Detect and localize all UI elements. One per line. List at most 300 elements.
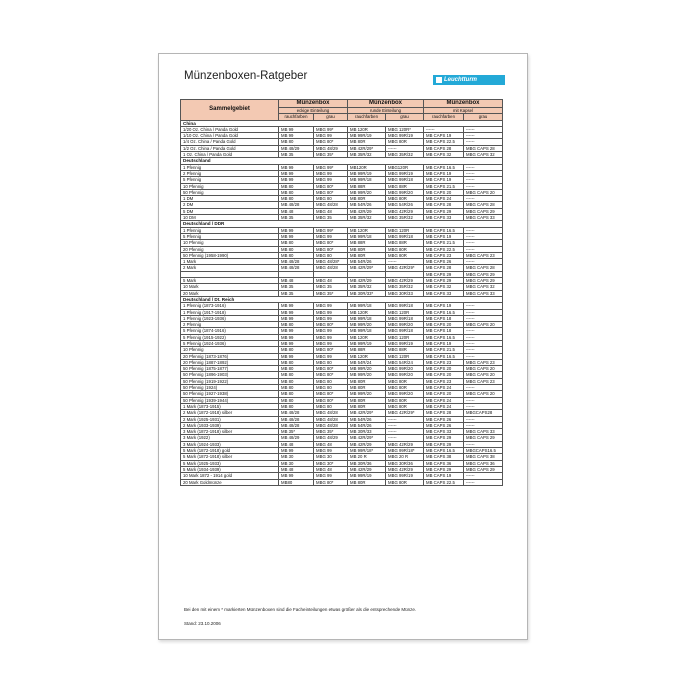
- box-cell: MBG 42R/29: [386, 208, 424, 214]
- box-cell: MBG 48/28: [314, 422, 348, 428]
- box-cell: MB 99R/19: [348, 340, 386, 346]
- box-cell: MBG CAPS 28: [464, 265, 503, 271]
- box-cell: MB 80: [279, 397, 314, 403]
- box-cell: MB 35*: [279, 429, 314, 435]
- box-cell: MBG 35: [314, 284, 348, 290]
- box-cell: MBG 99*: [314, 164, 348, 170]
- coin-name-cell: 1/2 Oz. China / Panda Gold: [181, 145, 279, 151]
- box-cell: ------: [464, 441, 503, 447]
- coin-name-cell: 1 Mark: [181, 259, 279, 265]
- box-cell: ------: [464, 246, 503, 252]
- coin-name-cell: 2 DM: [181, 202, 279, 208]
- box-cell: MB 80: [279, 183, 314, 189]
- coin-name-cell: 50 Pfennig (1939-1944): [181, 397, 279, 403]
- box-cell: MBG CAPS 29: [464, 435, 503, 441]
- box-cell: MBG 99: [314, 233, 348, 239]
- box-cell: MB 80: [279, 385, 314, 391]
- box-cell: MB 80: [279, 391, 314, 397]
- box-cell: MB 48/29: [279, 145, 314, 151]
- header-sammelgebiet: Sammelgebiet: [181, 100, 279, 121]
- coin-name-cell: 20 Mark: [181, 290, 279, 296]
- box-cell: MB 30: [279, 460, 314, 466]
- box-cell: MBGCAPS28: [464, 410, 503, 416]
- coin-name-cell: 5 Mark (1872-1918) gold: [181, 448, 279, 454]
- box-cell: MB 99: [279, 233, 314, 239]
- coin-name-cell: 2 Pfennig: [181, 170, 279, 176]
- box-cell: MBG 48/28: [314, 265, 348, 271]
- coin-name-cell: 1 Oz. China / Panda Gold: [181, 152, 279, 158]
- box-cell: MBG 99R/18: [386, 233, 424, 239]
- box-cell: MB 99: [279, 448, 314, 454]
- header-box-kapsel: Münzenbox: [424, 100, 503, 108]
- box-cell: MBG 80*: [314, 240, 348, 246]
- box-cell: MB CAPS 32: [424, 152, 464, 158]
- box-cell: MB 35R/32: [348, 152, 386, 158]
- box-cell: MB 80R: [348, 378, 386, 384]
- coin-name-cell: 1 Pfennig: [181, 227, 279, 233]
- box-cell: MB 35: [279, 284, 314, 290]
- box-cell: MB CAPS 16.5: [424, 353, 464, 359]
- box-cell: MB 54R/26: [348, 416, 386, 422]
- box-cell: ------: [464, 227, 503, 233]
- coin-name-cell: 5 Pfennig (1915-1922): [181, 334, 279, 340]
- box-cell: MBG 35*: [314, 152, 348, 158]
- box-cell: MBG 48: [314, 278, 348, 284]
- box-cell: MBG 99*: [314, 227, 348, 233]
- box-cell: MB CAPS 21.5: [424, 183, 464, 189]
- box-cell: MBG 80: [314, 385, 348, 391]
- box-cell: MB 80R: [348, 246, 386, 252]
- box-cell: MB 35R/32: [348, 284, 386, 290]
- box-cell: MBG 80*: [314, 183, 348, 189]
- box-cell: ------: [464, 340, 503, 346]
- box-cell: MB CAPS 16.5: [424, 334, 464, 340]
- box-cell: MBG CAPS 23: [464, 378, 503, 384]
- box-cell: MB CAPS 33: [424, 215, 464, 221]
- box-cell: MBG CAPS 20: [464, 322, 503, 328]
- box-cell: ------: [464, 385, 503, 391]
- section-title: China: [181, 120, 503, 126]
- box-cell: MBG CAPS 33: [464, 215, 503, 221]
- box-cell: ------: [386, 422, 424, 428]
- box-cell: MB 48/28: [279, 259, 314, 265]
- box-cell: MB CAPS 20: [424, 322, 464, 328]
- header-box-rund: Münzenbox: [348, 100, 424, 108]
- box-cell: MB CAPS 32: [424, 284, 464, 290]
- box-cell: MB 80: [279, 359, 314, 365]
- box-cell: MBG 35*: [314, 429, 348, 435]
- box-cell: MB CAPS 26: [424, 416, 464, 422]
- box-cell: MB CAPS 29: [424, 278, 464, 284]
- box-cell: MB 80R: [348, 385, 386, 391]
- box-cell: MB 99R/18*: [348, 448, 386, 454]
- box-cell: ------: [464, 170, 503, 176]
- box-cell: MB CAPS 26: [424, 422, 464, 428]
- box-cell: MB CAPS 29: [424, 271, 464, 277]
- box-cell: MBG 54R/24: [386, 359, 424, 365]
- box-cell: MB CAPS 19: [424, 177, 464, 183]
- box-cell: MB CAPS 20: [424, 189, 464, 195]
- box-cell: MB 99R/18: [348, 303, 386, 309]
- box-cell: MB 48/28: [279, 422, 314, 428]
- box-cell: MBG 80*: [314, 397, 348, 403]
- box-cell: MBG 99: [314, 353, 348, 359]
- box-cell: MBG 48: [314, 441, 348, 447]
- box-cell: MBG CAPS 29: [464, 466, 503, 472]
- box-cell: MBG 30*: [314, 460, 348, 466]
- box-cell: ------: [464, 347, 503, 353]
- box-cell: MB CAPS 18: [424, 315, 464, 321]
- coin-name-cell: 5 Pfennig: [181, 177, 279, 183]
- box-cell: MB 99R/20: [348, 372, 386, 378]
- box-cell: MBG 99R/19: [386, 170, 424, 176]
- box-cell: MBG 54R/26: [386, 202, 424, 208]
- coin-name-cell: 5 Pfennig (1924-1936): [181, 340, 279, 346]
- box-cell: MBG 48/29: [314, 145, 348, 151]
- box-cell: MB 80R: [348, 397, 386, 403]
- box-cell: MB 99R/18: [348, 315, 386, 321]
- box-cell: MBG 30R/33: [386, 290, 424, 296]
- box-cell: MBG 80: [314, 359, 348, 365]
- box-cell: MBG 48: [314, 208, 348, 214]
- header-color: grau: [386, 114, 424, 120]
- box-cell: MB CAPS 29: [424, 435, 464, 441]
- box-cell: MBG 120R*: [386, 126, 424, 132]
- box-cell: MBG 80*: [314, 372, 348, 378]
- box-cell: MB CAPS 24: [424, 403, 464, 409]
- coin-name-cell: 2 Pfennig: [181, 322, 279, 328]
- box-cell: MBG 35R/32: [386, 284, 424, 290]
- box-cell: MB 120R: [348, 126, 386, 132]
- box-cell: MBG 88R: [386, 240, 424, 246]
- box-cell: MB 48/28: [279, 202, 314, 208]
- box-cell: MBG 48/28: [314, 416, 348, 422]
- box-cell: MB 80: [279, 347, 314, 353]
- box-cell: MB 120R: [348, 309, 386, 315]
- coin-name-cell: 10 Mark: [181, 284, 279, 290]
- box-cell: MB 99R/20: [348, 189, 386, 195]
- box-cell: MB 99: [279, 334, 314, 340]
- box-cell: MBG CAPS 36: [464, 460, 503, 466]
- box-cell: MBG 80R: [386, 139, 424, 145]
- box-cell: MBG 99R/19: [386, 473, 424, 479]
- coin-name-cell: 50 Pfennig: [181, 189, 279, 195]
- box-cell: MBG 99R/19: [386, 340, 424, 346]
- box-cell: MBG 99R/18: [386, 328, 424, 334]
- box-cell: MBG CAPS 29: [464, 271, 503, 277]
- box-cell: MBG 20 R: [386, 454, 424, 460]
- box-cell: MBG 80R: [386, 196, 424, 202]
- box-cell: MB 80: [279, 246, 314, 252]
- box-cell: MB 80R: [348, 139, 386, 145]
- box-cell: MB 35R/32: [348, 215, 386, 221]
- box-cell: MBG CAPS 23: [464, 359, 503, 365]
- box-cell: MB 99R/18: [348, 177, 386, 183]
- box-cell: MB 99R/20: [348, 366, 386, 372]
- box-cell: MBG 42R/29: [386, 278, 424, 284]
- box-cell: MB 88R: [348, 183, 386, 189]
- box-cell: MBG 80R: [386, 252, 424, 258]
- coin-name-cell: 2 Mark: [181, 265, 279, 271]
- box-cell: MBG 120R: [386, 334, 424, 340]
- box-cell: MB 42R/29: [348, 208, 386, 214]
- box-cell: MBG 99R/20: [386, 322, 424, 328]
- coin-name-cell: 1 Pfennig (1917-1918): [181, 309, 279, 315]
- box-cell: MB 48: [279, 441, 314, 447]
- box-cell: MB 54R/26: [348, 259, 386, 265]
- box-cell: MB CAPS 19: [424, 170, 464, 176]
- box-cell: MBG 80R: [386, 403, 424, 409]
- box-cell: MB 99: [279, 227, 314, 233]
- box-cell: MB 99R/18: [348, 233, 386, 239]
- coin-name-cell: 1/4 Oz. China / Panda Gold: [181, 139, 279, 145]
- box-cell: ------: [386, 416, 424, 422]
- coin-name-cell: 10 Pfennig: [181, 347, 279, 353]
- box-cell: MB 99: [279, 309, 314, 315]
- header-color: rauchfarben: [348, 114, 386, 120]
- box-cell: MBG 35*: [314, 290, 348, 296]
- header-box-eckig: Münzenbox: [279, 100, 348, 108]
- box-cell: MBG 80*: [314, 391, 348, 397]
- box-cell: MB 30R/33*: [348, 290, 386, 296]
- box-cell: MBG 80: [314, 196, 348, 202]
- box-cell: MB 42R/29: [348, 278, 386, 284]
- stand-date: Stand: 23.10.2006: [184, 621, 221, 626]
- box-cell: ------: [464, 139, 503, 145]
- header-sub-eckig: eckige Einteilung: [279, 108, 348, 114]
- coin-name-cell: 1 Pfennig: [181, 164, 279, 170]
- box-cell: MB 88R: [348, 240, 386, 246]
- header-color: grau: [314, 114, 348, 120]
- box-cell: ------: [464, 315, 503, 321]
- box-cell: MB 99R/19: [348, 133, 386, 139]
- coin-name-cell: 20 Pfennig (1873-1876): [181, 353, 279, 359]
- box-cell: MB CAPS 23: [424, 378, 464, 384]
- box-cell: MBG 80R: [386, 397, 424, 403]
- coin-name-cell: 50 Pfennig (1927-1938): [181, 391, 279, 397]
- box-cell: MB CAPS 28: [424, 265, 464, 271]
- box-cell: MBG 99: [314, 315, 348, 321]
- box-cell: MB 80: [279, 196, 314, 202]
- box-cell: MB 99R/18: [348, 328, 386, 334]
- box-cell: MB CAPS 28: [424, 202, 464, 208]
- coin-name-cell: 50 Pfennig (1875-1877): [181, 366, 279, 372]
- box-cell: MB CAPS 38: [424, 454, 464, 460]
- box-cell: MBG CAPS 23: [464, 252, 503, 258]
- box-cell: MB 42R/29*: [348, 145, 386, 151]
- box-cell: MBG 99: [314, 328, 348, 334]
- box-cell: MB 99: [279, 126, 314, 132]
- box-cell: MBG 99: [314, 309, 348, 315]
- box-cell: MB 48/29: [279, 435, 314, 441]
- box-cell: MBGCAPS16.5: [464, 448, 503, 454]
- box-cell: MB 99: [279, 340, 314, 346]
- box-cell: MBG 80R: [386, 378, 424, 384]
- box-cell: MB80: [279, 479, 314, 485]
- coin-name-cell: 2 Mark (1933-1939): [181, 422, 279, 428]
- coin-name-cell: 1/20 Oz. China / Panda Gold: [181, 126, 279, 132]
- coin-name-cell: 5 Mark (1925-1933): [181, 460, 279, 466]
- box-cell: MB 35: [279, 152, 314, 158]
- box-cell: MB 48/28: [279, 265, 314, 271]
- box-cell: MB CAPS 29: [424, 466, 464, 472]
- box-cell: MB CAPS 22.5: [424, 246, 464, 252]
- box-cell: ------: [464, 403, 503, 409]
- box-cell: MB CAPS 20: [424, 366, 464, 372]
- box-cell: MB CAPS 19: [424, 133, 464, 139]
- box-cell: MBG 48/28: [314, 202, 348, 208]
- box-cell: MB 42R/29: [348, 466, 386, 472]
- box-cell: MB CAPS 16.5: [424, 448, 464, 454]
- header-row-1: [181, 100, 503, 108]
- coin-name-cell: 10 DM: [181, 215, 279, 221]
- brand-logo: [433, 75, 505, 85]
- box-cell: MB 80R: [348, 252, 386, 258]
- box-cell: MBG 80*: [314, 189, 348, 195]
- box-cell: MBG CAPS 33: [464, 429, 503, 435]
- box-cell: MBG 99: [314, 340, 348, 346]
- box-cell: MB 48: [279, 466, 314, 472]
- box-cell: MBG 120R: [386, 353, 424, 359]
- box-cell: ------: [464, 334, 503, 340]
- box-cell: ------: [464, 126, 503, 132]
- box-cell: MBG 80*: [314, 366, 348, 372]
- box-cell: MB CAPS 22.5: [424, 479, 464, 485]
- box-cell: MBG 88R: [386, 183, 424, 189]
- coin-name-cell: 5 DM: [181, 208, 279, 214]
- logo-text: Leuchtturm: [444, 77, 477, 83]
- box-cell: MB 80: [279, 366, 314, 372]
- box-cell: MBG 80R: [386, 246, 424, 252]
- box-cell: MBG120R: [386, 164, 424, 170]
- table-body: [181, 120, 503, 485]
- box-cell: MB 54R/26: [348, 202, 386, 208]
- box-cell: ------: [464, 397, 503, 403]
- box-cell: MB 48/28: [279, 416, 314, 422]
- coin-box-table: [180, 99, 503, 486]
- box-cell: MB 20 R: [348, 454, 386, 460]
- box-cell: MBG 48/28: [314, 410, 348, 416]
- box-cell: MB CAPS 19: [424, 233, 464, 239]
- coin-name-cell: 1/10 Oz. China / Panda Gold: [181, 133, 279, 139]
- box-cell: MBG 99R/20: [386, 366, 424, 372]
- box-cell: ------: [464, 240, 503, 246]
- box-cell: MB CAPS 19: [424, 473, 464, 479]
- box-cell: MBG 30R/36: [386, 460, 424, 466]
- box-cell: MB 99R/19: [348, 170, 386, 176]
- box-cell: MBG 99: [314, 133, 348, 139]
- section-title: Deutschland / DDR: [181, 221, 503, 227]
- box-cell: MB 30: [279, 454, 314, 460]
- box-cell: MBG 99R/18: [386, 177, 424, 183]
- box-cell: MB CAPS 21.5: [424, 240, 464, 246]
- box-cell: MBG CAPS 20: [464, 366, 503, 372]
- box-cell: MBG 42R/29: [386, 441, 424, 447]
- box-cell: MB 80: [279, 403, 314, 409]
- box-cell: ------: [386, 429, 424, 435]
- header-sub-kapsel: mit Kapsel: [424, 108, 503, 114]
- box-cell: MBG 99: [314, 177, 348, 183]
- box-cell: MBG CAPS 33: [464, 290, 503, 296]
- box-cell: MBG 99R/20: [386, 189, 424, 195]
- box-cell: MBG 42R/29*: [386, 410, 424, 416]
- box-cell: ------: [464, 303, 503, 309]
- footnote: Bei den mit einem * markierten Münzenboxen sind die Facheinteilungen etwas größer als die entsprechende Münze.: [184, 607, 417, 612]
- box-cell: MBG 99R/20: [386, 391, 424, 397]
- box-cell: MB CAPS 29: [424, 208, 464, 214]
- box-cell: MB 99R/20: [348, 322, 386, 328]
- box-cell: MB 30R/33: [348, 429, 386, 435]
- box-cell: MBG CAPS 28: [464, 202, 503, 208]
- coin-name-cell: 2 Mark (1925-1931): [181, 416, 279, 422]
- box-cell: MB CAPS 20: [424, 372, 464, 378]
- coin-name-cell: 3 Mark (1924-1933): [181, 441, 279, 447]
- box-cell: MB CAPS 24: [424, 397, 464, 403]
- coin-name-cell: 10 Mark 1872 - 1914 gold: [181, 473, 279, 479]
- coin-name-cell: 2 Mark (1872-1918) silber: [181, 410, 279, 416]
- box-cell: MBG CAPS 20: [464, 391, 503, 397]
- coin-name-cell: 20 Pfennig (1887-1892): [181, 359, 279, 365]
- header-color: rauchfarben: [279, 114, 314, 120]
- coin-name-cell: 5 Mark: [181, 278, 279, 284]
- box-cell: MB CAPS 20: [424, 391, 464, 397]
- box-cell: ------: [464, 328, 503, 334]
- box-cell: ------: [424, 126, 464, 132]
- box-cell: MBG 48/29: [314, 435, 348, 441]
- box-cell: MBG 42R/29*: [386, 265, 424, 271]
- coin-name-cell: 10 Pfennig: [181, 183, 279, 189]
- coin-name-cell: 10 Pfennig: [181, 240, 279, 246]
- header-color: grau: [464, 114, 503, 120]
- box-cell: MB CAPS 18: [424, 328, 464, 334]
- box-cell: MB 80: [279, 189, 314, 195]
- box-cell: MBG 120R: [386, 309, 424, 315]
- box-cell: MBG 80R: [386, 479, 424, 485]
- coin-name-cell: 50 Pfennig (1958-1990): [181, 252, 279, 258]
- coin-name-cell: 5 Pfennig: [181, 233, 279, 239]
- box-cell: MBG 80*: [314, 139, 348, 145]
- box-cell: MB 99: [279, 315, 314, 321]
- coin-name-cell: 20 Pfennig: [181, 246, 279, 252]
- box-cell: MB CAPS 28: [424, 410, 464, 416]
- box-cell: MB 80: [279, 252, 314, 258]
- box-cell: MB CAPS 23: [424, 252, 464, 258]
- section-title: Deutschland: [181, 158, 503, 164]
- box-cell: MBG CAPS 32: [464, 284, 503, 290]
- coin-name-cell: 1 Pfennig (1873-1916): [181, 303, 279, 309]
- box-cell: MBG 48/28*: [314, 259, 348, 265]
- logo-mark-icon: [436, 77, 442, 83]
- section-title: Deutschland / Dt. Reich: [181, 296, 503, 302]
- box-cell: MBG 120R: [386, 227, 424, 233]
- box-cell: MBG 99R/20: [386, 372, 424, 378]
- box-cell: MB CAPS 19: [424, 340, 464, 346]
- box-cell: ------: [464, 177, 503, 183]
- box-cell: ------: [464, 353, 503, 359]
- box-cell: MB CAPS 29: [424, 441, 464, 447]
- box-cell: ------: [386, 259, 424, 265]
- box-cell: MB 120R: [348, 334, 386, 340]
- box-cell: MB 99: [279, 473, 314, 479]
- box-cell: MBG 48: [314, 466, 348, 472]
- box-cell: MBG 99: [314, 448, 348, 454]
- box-cell: ------: [464, 309, 503, 315]
- box-cell: ------: [464, 183, 503, 189]
- coin-name-cell: 50 Pfennig (1924): [181, 385, 279, 391]
- box-cell: MB 80R: [348, 403, 386, 409]
- box-cell: MBG CAPS 29: [464, 208, 503, 214]
- header-sub-rund: runde Einteilung: [348, 108, 424, 114]
